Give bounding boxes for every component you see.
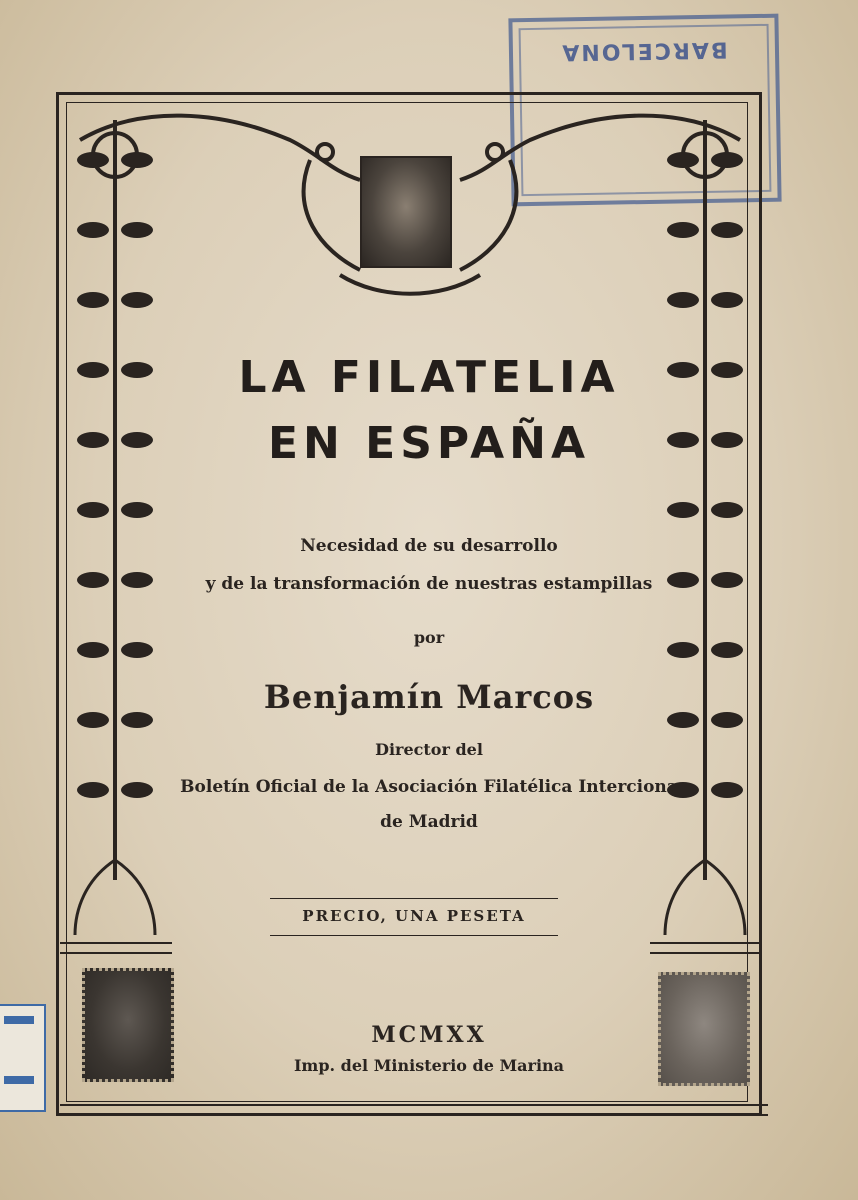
affiliation-line-2: Boletín Oficial de la Asociación Filatélica Interciona — [180, 777, 678, 797]
title-line-1: LA FILATELIA — [238, 352, 620, 403]
title-line-2: EN ESPAÑA — [267, 418, 591, 469]
byline: por — [413, 628, 445, 647]
library-stamp-text: BARCELONA — [560, 36, 728, 65]
library-shelf-label — [0, 1004, 46, 1112]
author-name: Benjamín Marcos — [263, 678, 595, 716]
affiliation-line-3: de Madrid — [380, 812, 478, 832]
subtitle-line-1: Necesidad de su desarrollo — [300, 536, 558, 556]
price-label: PRECIO, UNA PESETA — [270, 898, 558, 936]
left-band-divider — [60, 942, 172, 954]
bottom-border-band — [60, 1104, 768, 1116]
affiliation-line-1: Director del — [375, 740, 483, 759]
subtitle-line-2: y de la transformación de nuestras estampillas — [205, 574, 653, 594]
publication-year: MCMXX — [371, 1022, 487, 1048]
printer-line: Imp. del Ministerio de Marina — [293, 1056, 565, 1075]
author-portrait — [360, 156, 452, 268]
right-band-divider — [650, 942, 762, 954]
